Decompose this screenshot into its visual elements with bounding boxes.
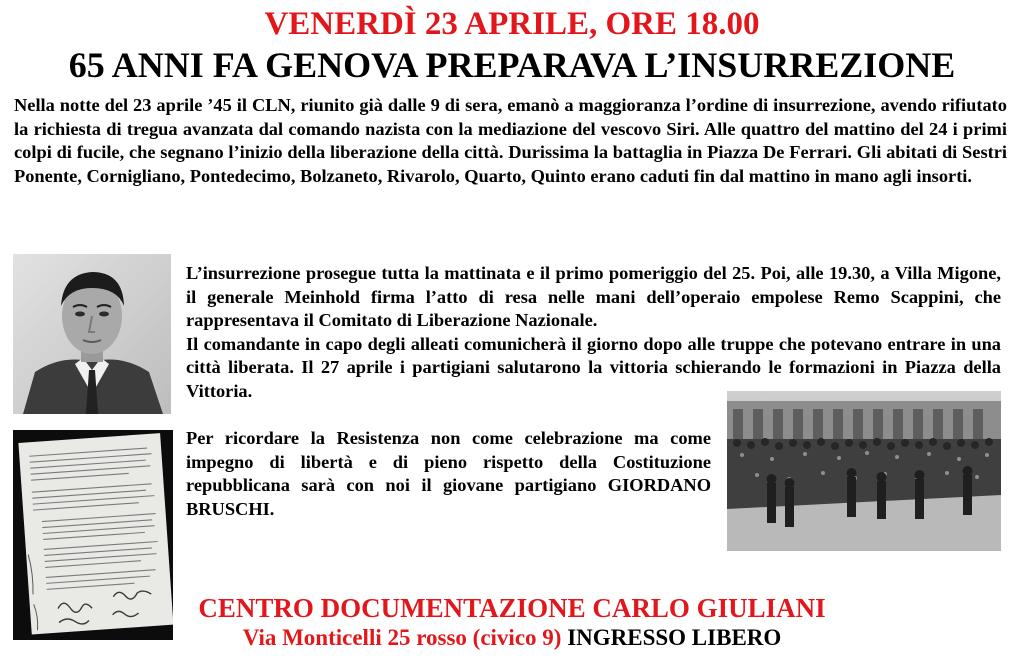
insurrection-paragraph xyxy=(186,262,1001,403)
insurrection-text-b: Il comandante in capo degli alleati comunicherà il giorno dopo alle truppe che potevano entrare in una città liberata. Il 27 aprile i partigiani salutarono la vittoria schierando le formazioni in Piazza della Vittoria. xyxy=(186,333,1001,401)
insurrection-text-a: L’insurrezione prosegue tutta la mattinata e il primo pomeriggio del 25. Poi, alle 19.30, a Villa Migone, il generale Meinhold firma l’atto di resa nelle mani dell’operaio empolese Remo Scappini, che rappresentava il Comitato di Liberazione Nazionale. xyxy=(186,263,1001,330)
organizer-name: CENTRO DOCUMENTAZIONE CARLO GIULIANI xyxy=(198,593,826,623)
portrait-photo xyxy=(13,254,171,414)
venue-address: Via Monticelli 25 rosso (civico 9) xyxy=(242,625,562,650)
free-entry-label: INGRESSO LIBERO xyxy=(567,625,782,650)
crowd-photo xyxy=(727,391,1001,551)
page-title: 65 ANNI FA GENOVA PREPARAVA L’INSURREZIONE xyxy=(68,45,956,85)
event-announcement-paragraph: Per ricordare la Resistenza non come celebrazione ma come impegno di libertà e di pieno rispetto della Costituzione repubblicana sarà con noi il giovane partigiano GIORDANO BRUSCHI. xyxy=(186,428,711,519)
intro-paragraph: Nella notte del 23 aprile ’45 il CLN, riunito già dalle 9 di sera, emanò a maggioranza l’ordine di insurrezione, avendo rifiutato la richiesta di tregua avanzata dal comando nazista con la mediazione del vescovo Siri. Alle quattro del mattino del 24 i primi colpi di fucile, che segnano l’inizio della liberazione della città. Durissima la battaglia in Piazza De Ferrari. Gli abitati di Sestri Ponente, Cornigliano, Pontedecimo, Bolzaneto, Rivarolo, Quarto, Quinto erano caduti fin dal mattino in mano agli insorti. xyxy=(14,95,1007,186)
address-line xyxy=(0,624,1024,652)
event-date-title: VENERDÌ 23 APRILE, ORE 18.00 xyxy=(264,6,760,42)
